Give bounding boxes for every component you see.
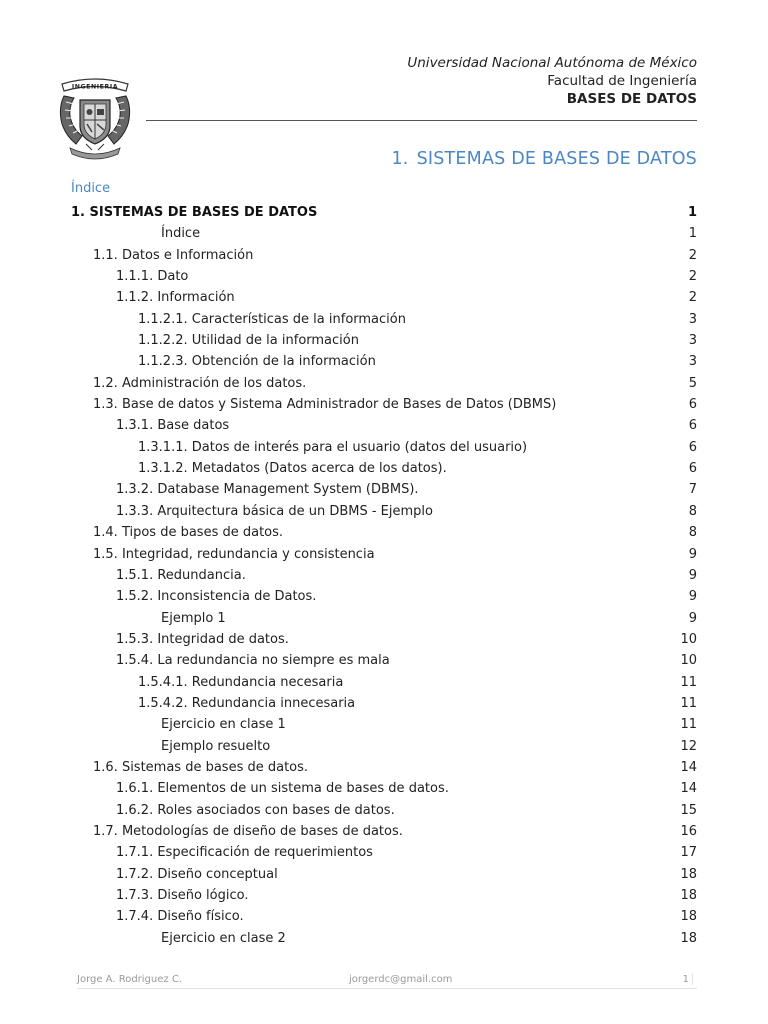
faculty-name: Facultad de Ingeniería bbox=[547, 73, 697, 89]
toc-entry-page: 3 bbox=[688, 311, 697, 327]
university-name: Universidad Nacional Autónoma de México bbox=[407, 55, 697, 71]
toc-entry[interactable] bbox=[71, 479, 697, 500]
toc-entry-label: 1.1.1. Dato bbox=[116, 269, 189, 285]
toc-entry[interactable] bbox=[71, 202, 697, 223]
toc-entry-label: 1.6. Sistemas de bases de datos. bbox=[93, 759, 309, 775]
toc-entry-label: 1.7.4. Diseño físico. bbox=[116, 909, 244, 925]
toc-entry-page: 10 bbox=[680, 631, 697, 647]
toc-entry-page: 15 bbox=[680, 802, 697, 818]
toc-entry-page: 6 bbox=[688, 461, 697, 477]
toc-entry-page: 9 bbox=[688, 589, 697, 605]
chapter-title-text: SISTEMAS DE BASES DE DATOS bbox=[416, 149, 697, 169]
toc-entry[interactable] bbox=[71, 501, 697, 522]
toc-entry-label: 1.3.1.2. Metadatos (Datos acerca de los datos). bbox=[138, 461, 447, 477]
page-footer bbox=[77, 972, 697, 989]
toc-entry-page: 16 bbox=[680, 823, 697, 839]
toc-entry-label: 1.6.2. Roles asociados con bases de datos. bbox=[116, 802, 395, 818]
toc-entry-label: Índice bbox=[161, 226, 201, 242]
toc-entry-page: 6 bbox=[688, 397, 697, 413]
toc-entry[interactable] bbox=[71, 629, 697, 650]
course-name: BASES DE DATOS bbox=[566, 91, 697, 107]
toc-entry[interactable] bbox=[71, 544, 697, 565]
toc-entry-page: 11 bbox=[680, 717, 697, 733]
toc-entry-label: 1.1.2.3. Obtención de la información bbox=[138, 354, 376, 370]
toc-entry[interactable] bbox=[71, 287, 697, 308]
toc-entry-label: 1.5.4. La redundancia no siempre es mala bbox=[116, 653, 390, 669]
toc-entry-label: Ejercicio en clase 1 bbox=[161, 717, 286, 733]
toc-entry-label: 1.7. Metodologías de diseño de bases de datos. bbox=[93, 823, 403, 839]
toc-entry[interactable] bbox=[71, 394, 697, 415]
toc-entry-page: 6 bbox=[688, 418, 697, 434]
toc-entry[interactable] bbox=[71, 778, 697, 799]
footer-author: Jorge A. Rodriguez C. bbox=[77, 974, 182, 985]
toc-entry-page: 9 bbox=[688, 567, 697, 583]
toc-entry-page: 8 bbox=[688, 503, 697, 519]
toc-entry-label: 1.5.2. Inconsistencia de Datos. bbox=[116, 589, 317, 605]
toc-entry-label: Ejemplo 1 bbox=[161, 610, 226, 626]
seal-banner-text: INGENIERIA bbox=[71, 83, 119, 91]
toc-entry[interactable] bbox=[71, 309, 697, 330]
toc-entry[interactable] bbox=[71, 928, 697, 949]
toc-entry-label: 1.6.1. Elementos de un sistema de bases de datos. bbox=[116, 781, 449, 797]
toc-entry[interactable] bbox=[71, 458, 697, 479]
toc-entry[interactable] bbox=[71, 415, 697, 436]
toc-entry[interactable] bbox=[71, 245, 697, 266]
toc-entry-label: 1.1.2.1. Características de la información bbox=[138, 311, 406, 327]
header-divider bbox=[146, 120, 697, 121]
toc-entry-page: 18 bbox=[680, 930, 697, 946]
toc-entry-page: 5 bbox=[688, 375, 697, 391]
toc-entry[interactable] bbox=[71, 736, 697, 757]
toc-entry-page: 3 bbox=[688, 354, 697, 370]
toc-entry-label: Ejercicio en clase 2 bbox=[161, 930, 286, 946]
toc-entry-label: 1.5.1. Redundancia. bbox=[116, 567, 246, 583]
toc-entry[interactable] bbox=[71, 714, 697, 735]
toc-entry-page: 18 bbox=[680, 888, 697, 903]
toc-entry-page: 14 bbox=[680, 759, 697, 775]
toc-entry[interactable] bbox=[71, 842, 697, 863]
toc-entry-page: 2 bbox=[688, 269, 697, 285]
toc-entry[interactable] bbox=[71, 522, 697, 543]
toc-entry-page: 17 bbox=[680, 845, 697, 861]
toc-entry-label: 1.5.4.1. Redundancia necesaria bbox=[138, 674, 344, 690]
index-heading: Índice bbox=[71, 181, 111, 196]
toc-entry-page: 9 bbox=[688, 610, 697, 626]
engineering-faculty-seal-icon bbox=[56, 74, 134, 162]
table-of-contents bbox=[71, 202, 697, 949]
toc-entry-page: 3 bbox=[688, 333, 697, 349]
toc-entry-label: 1.3.1. Base datos bbox=[116, 418, 230, 434]
toc-entry-label: 1.3.3. Arquitectura básica de un DBMS - Ejemplo bbox=[116, 503, 433, 519]
toc-entry[interactable] bbox=[71, 586, 697, 607]
toc-entry-page: 1 bbox=[688, 226, 697, 242]
toc-entry-label: 1.3. Base de datos y Sistema Administrador de Bases de Datos (DBMS) bbox=[93, 397, 557, 413]
toc-entry-label: 1.4. Tipos de bases de datos. bbox=[93, 525, 284, 541]
toc-entry-page: 14 bbox=[680, 781, 697, 797]
toc-entry-page: 18 bbox=[680, 866, 697, 882]
toc-entry[interactable] bbox=[71, 608, 697, 629]
toc-entry[interactable] bbox=[71, 906, 697, 927]
toc-entry-label: 1.5. Integridad, redundancia y consistencia bbox=[93, 546, 375, 562]
toc-entry-label: 1.5.4.2. Redundancia innecesaria bbox=[138, 695, 356, 711]
toc-entry-page: 11 bbox=[680, 674, 697, 690]
toc-entry[interactable] bbox=[71, 650, 697, 671]
toc-entry-page: 7 bbox=[688, 482, 697, 498]
toc-entry-label: 1.7.3. Diseño lógico. bbox=[116, 888, 249, 903]
toc-entry[interactable] bbox=[71, 885, 697, 906]
toc-entry-label: 1.7.2. Diseño conceptual bbox=[116, 866, 278, 882]
toc-entry-label: 1.2. Administración de los datos. bbox=[93, 375, 307, 391]
toc-entry-page: 11 bbox=[680, 695, 697, 711]
toc-entry[interactable] bbox=[71, 757, 697, 778]
toc-entry-label: Ejemplo resuelto bbox=[161, 738, 271, 754]
toc-entry-page: 6 bbox=[688, 439, 697, 455]
toc-entry[interactable] bbox=[71, 565, 697, 586]
toc-entry-label: 1.5.3. Integridad de datos. bbox=[116, 631, 289, 647]
toc-entry[interactable] bbox=[71, 672, 697, 693]
toc-entry-label: 1. SISTEMAS DE BASES DE DATOS bbox=[71, 205, 318, 220]
toc-entry[interactable] bbox=[71, 693, 697, 714]
toc-entry[interactable] bbox=[71, 800, 697, 821]
toc-entry[interactable] bbox=[71, 437, 697, 458]
toc-entry[interactable] bbox=[71, 821, 697, 842]
toc-entry-label: 1.3.1.1. Datos de interés para el usuario (datos del usuario) bbox=[138, 439, 528, 455]
toc-entry-label: 1.1. Datos e Información bbox=[93, 247, 254, 263]
toc-entry-page: 2 bbox=[688, 247, 697, 263]
toc-entry-page: 2 bbox=[688, 290, 697, 306]
toc-entry-page: 12 bbox=[680, 738, 697, 754]
toc-entry[interactable] bbox=[71, 266, 697, 287]
toc-entry[interactable] bbox=[71, 864, 697, 885]
toc-entry-label: 1.1.2. Información bbox=[116, 290, 235, 306]
document-header bbox=[407, 54, 697, 108]
toc-entry-label: 1.7.1. Especificación de requerimientos bbox=[116, 845, 373, 861]
toc-entry[interactable] bbox=[71, 223, 697, 244]
toc-entry-label: 1.1.2.2. Utilidad de la información bbox=[138, 333, 359, 349]
chapter-title bbox=[391, 149, 697, 169]
toc-entry-page: 1 bbox=[687, 205, 697, 220]
toc-entry[interactable] bbox=[71, 330, 697, 351]
toc-entry-label: 1.3.2. Database Management System (DBMS). bbox=[116, 482, 419, 498]
toc-entry-page: 8 bbox=[688, 525, 697, 541]
chapter-number: 1. bbox=[391, 149, 409, 169]
toc-entry[interactable] bbox=[71, 373, 697, 394]
toc-entry-page: 18 bbox=[680, 909, 697, 925]
toc-entry-page: 9 bbox=[688, 546, 697, 562]
toc-entry[interactable] bbox=[71, 351, 697, 372]
footer-page-number: 1 bbox=[683, 974, 693, 985]
footer-email: jorgerdc@gmail.com bbox=[349, 974, 453, 985]
toc-entry-page: 10 bbox=[680, 653, 697, 669]
